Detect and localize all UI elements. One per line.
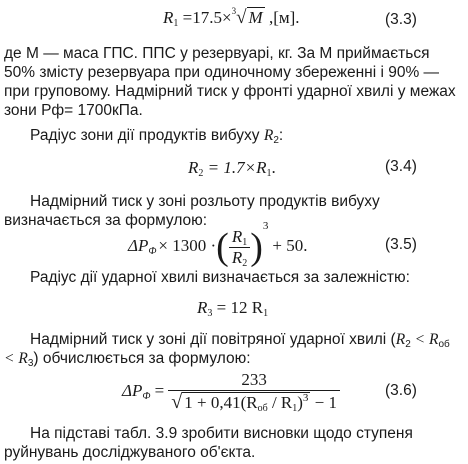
para5-d: < R (4, 350, 28, 367)
eq-r3-rhs: = 12 R (212, 298, 264, 317)
frac-bot-sub: 2 (242, 257, 248, 269)
frac-bot-var: R (231, 247, 243, 267)
radicand-b-sub: 1 (292, 403, 298, 414)
frac-top-var: R (231, 226, 243, 246)
delta-p-f-sub: Ф (142, 390, 151, 402)
para5-a: Надмірний тиск у зоні дії повітряної ударної хвилі ( (30, 331, 396, 348)
equation-3-5 (128, 220, 308, 269)
radicand-b: / R (267, 393, 293, 412)
close-paren: ) (297, 393, 303, 412)
fraction-numerator: 233 (168, 370, 340, 391)
radicand-a-sub: об (257, 403, 268, 414)
eq-3-4-rhs: = 1.7×R (203, 158, 267, 177)
var-r2-sub: 2 (198, 168, 204, 179)
fraction-denominator (168, 391, 340, 414)
para2-var: R (263, 127, 274, 144)
radicand-exponent: 3 (302, 392, 309, 404)
left-paren: ( (216, 226, 229, 269)
para5-b-sub: 2 (405, 339, 411, 350)
eq-3-4-end: . (271, 158, 276, 177)
radicand (182, 392, 310, 412)
paragraph-conclusion: На підставі табл. 3.9 зробити висновки щодо ступеня руйнувань досліджуваного об'єкта. (4, 425, 413, 461)
fraction-denominator (229, 248, 250, 268)
paragraph-mass-definition: де М — маса ГПС. ППС у резервуарі, кг. За М приймається 50% змісту резервуара при одиночному збереженні і 90% — при груповому. Надмірний тиск у фронті ударної хвилі у межах зони Pф= 1700кПа. (4, 45, 456, 119)
equation-3-6 (122, 370, 340, 414)
delta-p-f: ΔP (122, 380, 143, 400)
para2-sub: 2 (273, 135, 279, 146)
delta-p-sub: Ф (148, 246, 157, 257)
para5-d-sub: 3 (27, 358, 34, 369)
ratio-fraction (229, 227, 250, 268)
radical-sign: √ (171, 391, 183, 413)
para2-text: Радіус зони дії продуктів вибуху (30, 127, 264, 144)
equation-3-3 (163, 7, 300, 29)
paragraph-shockwave-radius: Радіус дії ударної хвилі визначається за залежністю: (30, 269, 410, 286)
var-r1-sub: 1 (173, 18, 179, 29)
var-m: M (248, 8, 263, 27)
equation-number-3-4: (3.4) (385, 158, 417, 175)
eq-3-5-tail: + 50. (272, 236, 308, 255)
radical-sign: √ (236, 7, 247, 28)
equals-sign: = (150, 380, 165, 400)
equation-number-3-6: (3.6) (385, 382, 417, 399)
para5-c: < R (410, 331, 439, 348)
paragraph-overpressure-products: Надмірний тиск у зоні розльоту продуктів вибуху визначається за формулою: (4, 193, 380, 229)
equation-number-3-3: (3.3) (385, 11, 417, 28)
var-r2: R (188, 158, 199, 177)
eq-3-4-rhs-sub: 1 (266, 168, 272, 179)
radicand-a: 1 + 0,41(R (184, 393, 258, 412)
delta-p: ΔP (128, 236, 149, 255)
root-index: 3 (231, 6, 237, 16)
right-paren: ) (250, 226, 263, 269)
var-r3: R (197, 298, 208, 317)
pressure-fraction (168, 370, 340, 414)
equation-3-4 (188, 158, 276, 178)
para5-e: ) обчислюється за формулою: (33, 350, 251, 367)
var-r1: R (163, 8, 174, 27)
eq-r3-rhs-sub: 1 (263, 308, 269, 319)
eq-3-3-unit: ,[м]. (264, 8, 300, 27)
fraction-numerator (229, 227, 250, 248)
eq-3-5-mul: × 1300 · (158, 236, 217, 255)
para5-c-sub: об (438, 339, 450, 350)
radicand-tail: − 1 (310, 393, 338, 412)
var-r3-sub: 3 (207, 308, 213, 319)
para5-b: R (395, 331, 406, 348)
equation-r3 (197, 298, 268, 318)
paragraph-radius-products (4, 126, 462, 145)
equation-number-3-5: (3.5) (385, 236, 417, 253)
eq-3-3-coef: =17.5× (178, 8, 232, 27)
paragraph-air-shockwave (4, 330, 462, 368)
radicand (247, 7, 265, 27)
para2-end: : (278, 127, 284, 144)
frac-top-sub: 1 (242, 236, 248, 248)
cube-exponent: 3 (262, 220, 269, 232)
